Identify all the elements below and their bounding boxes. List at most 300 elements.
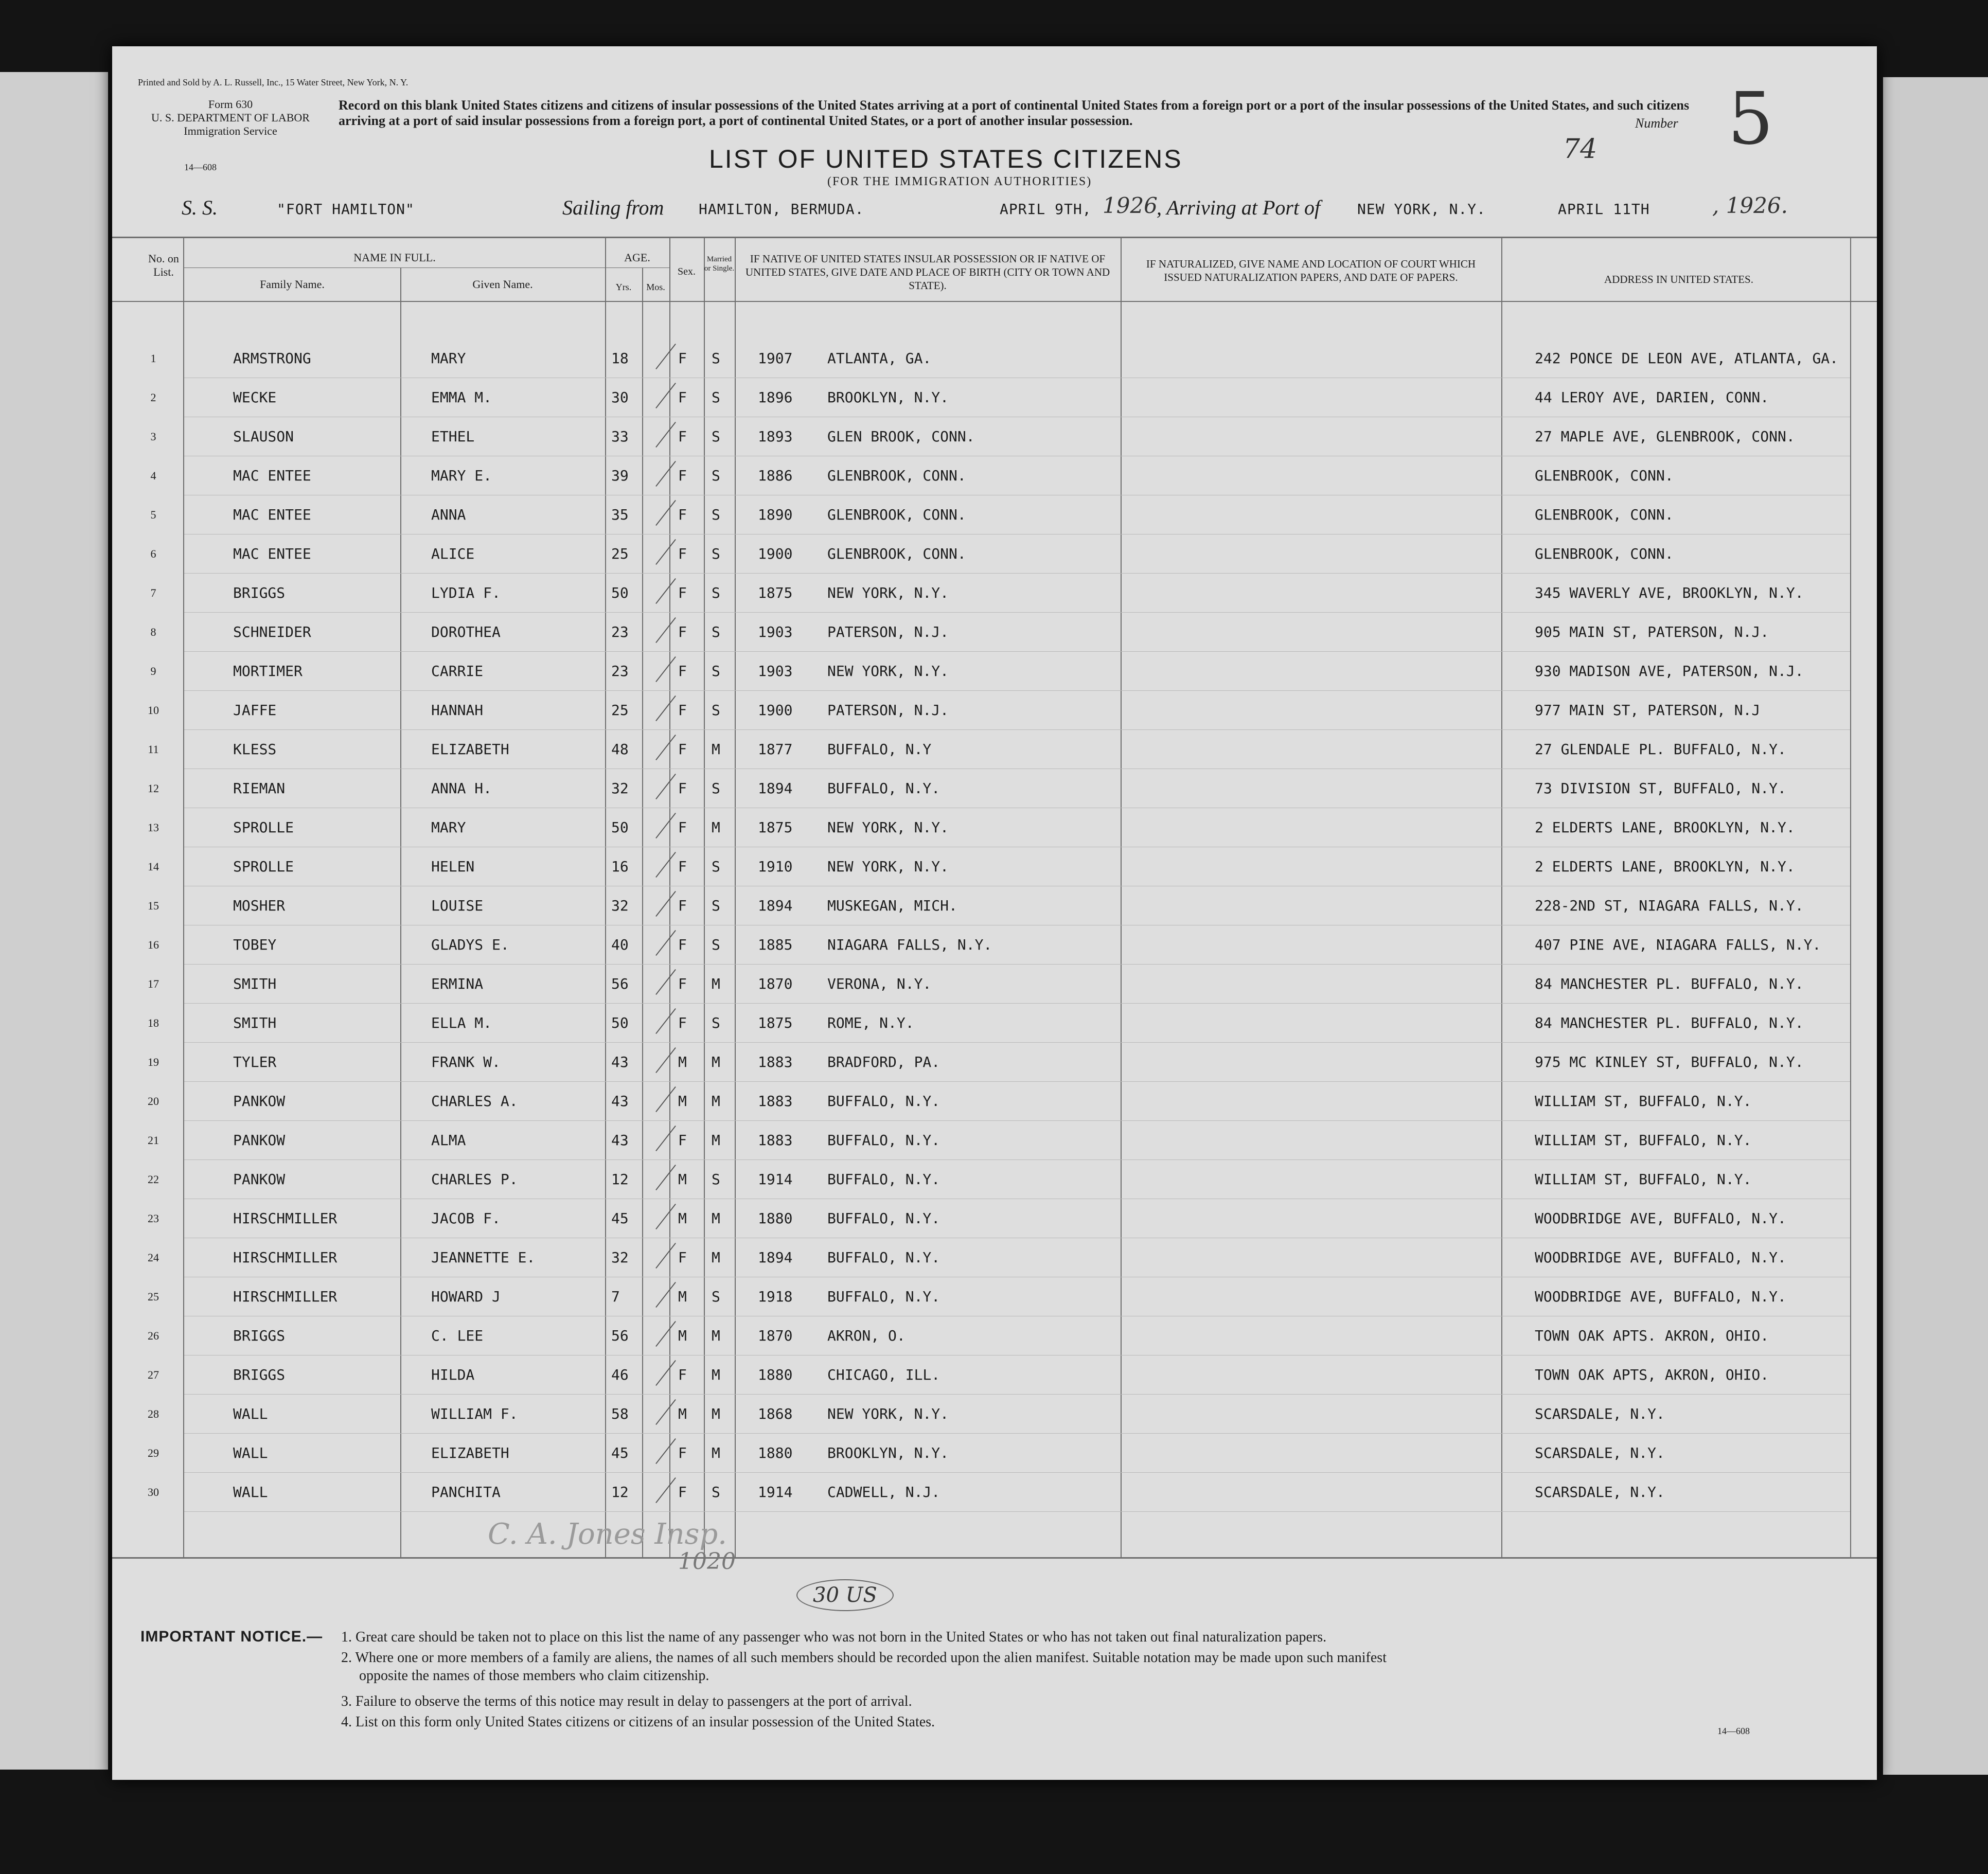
marital-status: M [712,1366,720,1383]
marital-status: M [712,819,720,836]
us-address: GLENBROOK, CONN. [1535,545,1674,562]
us-address: SCARSDALE, N.Y. [1535,1444,1665,1461]
col-header-family: Family Name. [260,278,325,291]
table-row [112,702,1877,740]
given-name: ELIZABETH [431,741,509,758]
circled-note: 30 US [796,1579,894,1611]
age-years: 48 [611,741,629,758]
age-years: 7 [611,1288,620,1305]
us-address: 905 MAIN ST, PATERSON, N.J. [1535,623,1769,640]
sex: F [678,936,687,953]
subheader-rule [184,267,669,268]
table-row [112,389,1877,427]
table-row [112,1093,1877,1131]
row-rule [184,690,1850,691]
us-address: GLENBROOK, CONN. [1535,506,1674,523]
marital-status: S [712,545,720,562]
row-rule [184,1081,1850,1082]
birth-place: ROME, N.Y. [827,1014,914,1031]
row-rule [184,1042,1850,1043]
sex: F [678,389,687,406]
row-number: 16 [148,938,159,951]
page-title: LIST OF UNITED STATES CITIZENS [709,145,1183,173]
printer-line: Printed and Sold by A. L. Russell, Inc., 15 Water Street, New York, N. Y. [138,77,409,87]
sex: F [678,467,687,484]
marital-status: M [712,741,720,758]
marital-status: S [712,858,720,875]
marital-status: S [712,584,720,601]
given-name: ANNA H. [431,780,492,797]
given-name: ELIZABETH [431,1444,509,1461]
us-address: WILLIAM ST, BUFFALO, N.Y. [1535,1171,1752,1188]
table-row [112,1444,1877,1483]
manifest-page [112,46,1877,1780]
birth-place: BUFFALO, N.Y. [827,1249,940,1266]
family-name: BRIGGS [233,1366,286,1383]
birth-place: VERONA, N.Y. [827,975,932,992]
birth-year: 1885 [758,936,793,953]
col-header-naturalized: IF NATURALIZED, GIVE NAME AND LOCATION OF COURT WHICH ISSUED NATURALIZATION PAPERS, AND DATE OF PAPERS. [1146,258,1476,283]
marital-status: S [712,702,720,719]
table-row [112,584,1877,622]
family-name: ARMSTRONG [233,350,311,367]
us-address: 84 MANCHESTER PL. BUFFALO, N.Y. [1535,1014,1804,1031]
marital-status: S [712,897,720,914]
row-number: 14 [148,860,159,873]
family-name: KLESS [233,741,277,758]
given-name: MARY E. [431,467,492,484]
family-name: MOSHER [233,897,286,914]
birth-place: GLENBROOK, CONN. [827,467,966,484]
sex: F [678,858,687,875]
table-top-rule [112,237,1877,238]
sex: F [678,1249,687,1266]
col-header-sex: Sex. [678,266,696,277]
family-name: SCHNEIDER [233,623,311,640]
birth-year: 1914 [758,1171,793,1188]
family-name: MAC ENTEE [233,545,311,562]
given-name: ERMINA [431,975,484,992]
table-row [112,467,1877,505]
row-rule [184,1472,1850,1473]
birth-place: CADWELL, N.J. [827,1484,940,1501]
us-address: 228-2ND ST, NIAGARA FALLS, N.Y. [1535,897,1804,914]
family-name: JAFFE [233,702,277,719]
us-address: TOWN OAK APTS. AKRON, OHIO. [1535,1327,1769,1344]
ss-label: S. S. [182,196,218,219]
birth-place: NEW YORK, N.Y. [827,1405,949,1422]
family-name: HIRSCHMILLER [233,1210,338,1227]
row-number: 30 [148,1486,159,1498]
birth-year: 1870 [758,1327,793,1344]
tick-mark [655,344,676,369]
us-address: 345 WAVERLY AVE, BROOKLYN, N.Y. [1535,584,1804,601]
sex: F [678,1484,687,1501]
birth-place: GLEN BROOK, CONN. [827,428,975,445]
col-header-name: NAME IN FULL. [353,251,436,264]
table-row [112,545,1877,583]
notice-item-3: 3. Failure to observe the terms of this notice may result in delay to passengers at the port of arrival. [341,1693,912,1709]
row-number: 15 [148,899,159,912]
sex: F [678,1132,687,1149]
age-years: 50 [611,584,629,601]
us-address: 2 ELDERTS LANE, BROOKLYN, N.Y. [1535,858,1795,875]
given-name: JACOB F. [431,1210,501,1227]
birth-place: BUFFALO, N.Y. [827,1093,940,1110]
us-address: WOODBRIDGE AVE, BUFFALO, N.Y. [1535,1210,1786,1227]
sex: F [678,819,687,836]
row-number: 2 [150,391,156,404]
us-address: 84 MANCHESTER PL. BUFFALO, N.Y. [1535,975,1804,992]
sex: F [678,663,687,680]
birth-place: BUFFALO, N.Y. [827,1171,940,1188]
birth-year: 1883 [758,1093,793,1110]
row-number: 17 [148,977,159,990]
sex: F [678,428,687,445]
birth-year: 1883 [758,1132,793,1149]
birth-place: NEW YORK, N.Y. [827,584,949,601]
age-years: 33 [611,428,629,445]
family-name: BRIGGS [233,1327,286,1344]
us-address: 242 PONCE DE LEON AVE, ATLANTA, GA. [1535,350,1839,367]
marital-status: S [712,1014,720,1031]
row-number: 29 [148,1447,159,1459]
marital-status: M [712,1093,720,1110]
table-row [112,1171,1877,1209]
family-name: PANKOW [233,1132,286,1149]
birth-year: 1875 [758,1014,793,1031]
number-value: 5 [1728,77,1774,161]
row-rule [184,1394,1850,1395]
birth-place: NIAGARA FALLS, N.Y. [827,936,992,953]
arrival-port: NEW YORK, N.Y. [1357,201,1486,218]
table-row [112,741,1877,779]
sex: F [678,350,687,367]
notice-title: IMPORTANT NOTICE.— [140,1628,323,1645]
family-name: SMITH [233,975,277,992]
table-row [112,1366,1877,1404]
footer-code: 14—608 [1717,1726,1750,1736]
birth-place: BUFFALO, N.Y. [827,780,940,797]
col-header-mos: Mos. [646,282,665,292]
row-rule [184,1003,1850,1004]
row-number: 27 [148,1368,159,1381]
age-years: 58 [611,1405,629,1422]
record-instructions: Record on this blank United States citizens and citizens of insular possessions of the United States arriving at a port of continental United States from a foreign port or a port of the insular possessions of the United States, and such citizens arriving at a port of said insular possessions from a foreign port, a port of continental United States, or a port of another insular possession. [339,98,1690,128]
col-header-no: No. on List. [148,252,179,278]
family-name: MAC ENTEE [233,506,311,523]
birth-year: 1903 [758,663,793,680]
row-number: 7 [150,586,156,599]
sailing-date: APRIL 9TH, [1000,201,1092,218]
us-address: WOODBRIDGE AVE, BUFFALO, N.Y. [1535,1288,1786,1305]
given-name: LYDIA F. [431,584,501,601]
row-number: 26 [148,1329,159,1342]
birth-year: 1880 [758,1210,793,1227]
row-number: 20 [148,1095,159,1108]
us-address: WILLIAM ST, BUFFALO, N.Y. [1535,1132,1752,1149]
sex: M [678,1405,687,1422]
row-number: 11 [148,743,159,756]
notice-item-2-cont: opposite the names of those members who claim citizenship. [359,1668,709,1684]
sex: F [678,897,687,914]
us-address: 2 ELDERTS LANE, BROOKLYN, N.Y. [1535,819,1795,836]
marital-status: M [712,1444,720,1461]
row-number: 18 [148,1016,159,1029]
marital-status: M [712,975,720,992]
birth-place: BRADFORD, PA. [827,1054,940,1070]
row-number: 28 [148,1407,159,1420]
sailing-year: 1926 [1103,193,1158,218]
table-row [112,1484,1877,1522]
family-name: SLAUSON [233,428,294,445]
sex: F [678,584,687,601]
marital-status: S [712,663,720,680]
table-row [112,350,1877,388]
arriving-label: , Arriving at Port of [1157,196,1321,219]
marital-status: M [712,1210,720,1227]
marital-status: S [712,1171,720,1188]
table-row [112,1210,1877,1248]
age-years: 18 [611,350,629,367]
us-address: 975 MC KINLEY ST, BUFFALO, N.Y. [1535,1054,1804,1070]
us-address: 27 MAPLE AVE, GLENBROOK, CONN. [1535,428,1795,445]
us-address: GLENBROOK, CONN. [1535,467,1674,484]
given-name: ALICE [431,545,475,562]
given-name: ALMA [431,1132,466,1149]
birth-place: BUFFALO, N.Y. [827,1132,940,1149]
row-rule [184,729,1850,730]
given-name: CARRIE [431,663,484,680]
marital-status: M [712,1327,720,1344]
row-number: 5 [150,508,156,521]
us-address: 44 LEROY AVE, DARIEN, CONN. [1535,389,1769,406]
family-name: HIRSCHMILLER [233,1288,338,1305]
row-number: 25 [148,1290,159,1303]
us-address: 73 DIVISION ST, BUFFALO, N.Y. [1535,780,1786,797]
row-number: 3 [150,430,156,443]
age-years: 23 [611,623,629,640]
birth-place: MUSKEGAN, MICH. [827,897,957,914]
age-years: 35 [611,506,629,523]
header-bottom-rule [112,301,1877,302]
family-name: SPROLLE [233,858,294,875]
row-number: 6 [150,547,156,560]
birth-year: 1883 [758,1054,793,1070]
given-name: CHARLES A. [431,1093,518,1110]
marital-status: M [712,1249,720,1266]
given-name: HANNAH [431,702,484,719]
birth-year: 1914 [758,1484,793,1501]
row-number: 23 [148,1212,159,1225]
family-name: HIRSCHMILLER [233,1249,338,1266]
birth-year: 1894 [758,897,793,914]
row-rule [184,1120,1850,1121]
sex: F [678,506,687,523]
marital-status: S [712,1288,720,1305]
table-row [112,936,1877,974]
birth-place: BUFFALO, N.Y [827,741,932,758]
row-number: 19 [148,1056,159,1068]
sex: F [678,623,687,640]
birth-place: NEW YORK, N.Y. [827,663,949,680]
given-name: ELLA M. [431,1014,492,1031]
age-years: 32 [611,780,629,797]
birth-year: 1896 [758,389,793,406]
birth-year: 1903 [758,623,793,640]
age-years: 50 [611,819,629,836]
us-address: 27 GLENDALE PL. BUFFALO, N.Y. [1535,741,1786,758]
inspector-signature: C. A. Jones Insp. [488,1518,727,1551]
age-years: 12 [611,1484,629,1501]
family-name: MORTIMER [233,663,303,680]
sex: F [678,1014,687,1031]
notice-item-2: 2. Where one or more members of a family are aliens, the names of all such members should be recorded upon the alien manifest. Suitable notation may be made upon such manifest [341,1650,1387,1666]
given-name: DOROTHEA [431,623,501,640]
age-years: 23 [611,663,629,680]
us-address: TOWN OAK APTS, AKRON, OHIO. [1535,1366,1769,1383]
row-number: 1 [150,352,156,365]
birth-place: PATERSON, N.J. [827,702,949,719]
age-years: 45 [611,1444,629,1461]
given-name: ETHEL [431,428,475,445]
table-row [112,1327,1877,1365]
marital-status: S [712,350,720,367]
birth-place: GLENBROOK, CONN. [827,545,966,562]
family-name: TYLER [233,1054,277,1070]
table-row [112,1249,1877,1287]
birth-year: 1900 [758,702,793,719]
sex: F [678,975,687,992]
birth-year: 1875 [758,819,793,836]
given-name: PANCHITA [431,1484,501,1501]
col-header-address: ADDRESS IN UNITED STATES. [1604,273,1753,285]
birth-place: NEW YORK, N.Y. [827,858,949,875]
birth-year: 1894 [758,1249,793,1266]
family-name: PANKOW [233,1171,286,1188]
birth-year: 1886 [758,467,793,484]
age-years: 50 [611,1014,629,1031]
birth-year: 1877 [758,741,793,758]
birth-year: 1870 [758,975,793,992]
age-years: 30 [611,389,629,406]
family-name: SPROLLE [233,819,294,836]
family-name: RIEMAN [233,780,286,797]
table-row [112,1132,1877,1170]
sex: M [678,1210,687,1227]
table-bottom-rule [112,1557,1877,1559]
us-address: 977 MAIN ST, PATERSON, N.J [1535,702,1761,719]
row-number: 12 [148,782,159,795]
birth-place: ATLANTA, GA. [827,350,932,367]
given-name: HILDA [431,1366,475,1383]
family-name: WALL [233,1405,268,1422]
row-number: 9 [150,665,156,677]
age-years: 25 [611,702,629,719]
marital-status: S [712,1484,720,1501]
age-years: 32 [611,1249,629,1266]
birth-year: 1900 [758,545,793,562]
us-address: WOODBRIDGE AVE, BUFFALO, N.Y. [1535,1249,1786,1266]
family-name: WALL [233,1444,268,1461]
birth-year: 1910 [758,858,793,875]
marital-status: S [712,506,720,523]
table-row [112,1054,1877,1092]
given-name: JEANNETTE E. [431,1249,536,1266]
row-rule [184,1511,1850,1512]
birth-place: NEW YORK, N.Y. [827,819,949,836]
family-name: WECKE [233,389,277,406]
given-name: MARY [431,350,466,367]
us-address: 930 MADISON AVE, PATERSON, N.J. [1535,663,1804,680]
sailing-port: HAMILTON, BERMUDA. [699,201,864,218]
sex: F [678,741,687,758]
sex: F [678,1366,687,1383]
family-name: BRIGGS [233,584,286,601]
birth-place: BUFFALO, N.Y. [827,1288,940,1305]
row-rule [184,651,1850,652]
adjacent-page-right [1883,77,1988,1775]
sex: M [678,1327,687,1344]
given-name: HOWARD J [431,1288,501,1305]
age-years: 25 [611,545,629,562]
col-header-age: AGE. [624,251,650,264]
marital-status: M [712,1054,720,1070]
age-years: 32 [611,897,629,914]
birth-year: 1880 [758,1366,793,1383]
age-years: 43 [611,1132,629,1149]
birth-place: BROOKLYN, N.Y. [827,1444,949,1461]
notice-item-4: 4. List on this form only United States citizens or citizens of an insular possession of the United States. [341,1714,935,1730]
row-number: 13 [148,821,159,834]
department: U. S. DEPARTMENT OF LABOR [151,111,310,124]
birth-year: 1894 [758,780,793,797]
table-row [112,819,1877,857]
birth-place: BROOKLYN, N.Y. [827,389,949,406]
birth-place: CHICAGO, ILL. [827,1366,940,1383]
table-row [112,858,1877,896]
table-row [112,897,1877,935]
birth-year: 1893 [758,428,793,445]
sex: M [678,1171,687,1188]
marital-status: M [712,1405,720,1422]
handwritten-count: 1020 [678,1548,736,1575]
age-years: 56 [611,975,629,992]
us-address: SCARSDALE, N.Y. [1535,1405,1665,1422]
table-row [112,506,1877,544]
given-name: C. LEE [431,1327,484,1344]
arrival-date: APRIL 11TH [1558,201,1650,218]
table-row [112,1405,1877,1443]
number-label: Number [1635,116,1678,131]
row-rule [184,573,1850,574]
marital-status: S [712,389,720,406]
adjacent-page-left [0,72,108,1770]
table-row [112,975,1877,1013]
table-row [112,1014,1877,1052]
birth-place: PATERSON, N.J. [827,623,949,640]
birth-place: AKRON, O. [827,1327,906,1344]
row-number: 22 [148,1173,159,1186]
row-rule [184,612,1850,613]
us-address: 407 PINE AVE, NIAGARA FALLS, N.Y. [1535,936,1821,953]
family-name: WALL [233,1484,268,1501]
row-number: 10 [148,704,159,717]
given-name: WILLIAM F. [431,1405,518,1422]
given-name: CHARLES P. [431,1171,518,1188]
sex: F [678,780,687,797]
row-rule [184,964,1850,965]
